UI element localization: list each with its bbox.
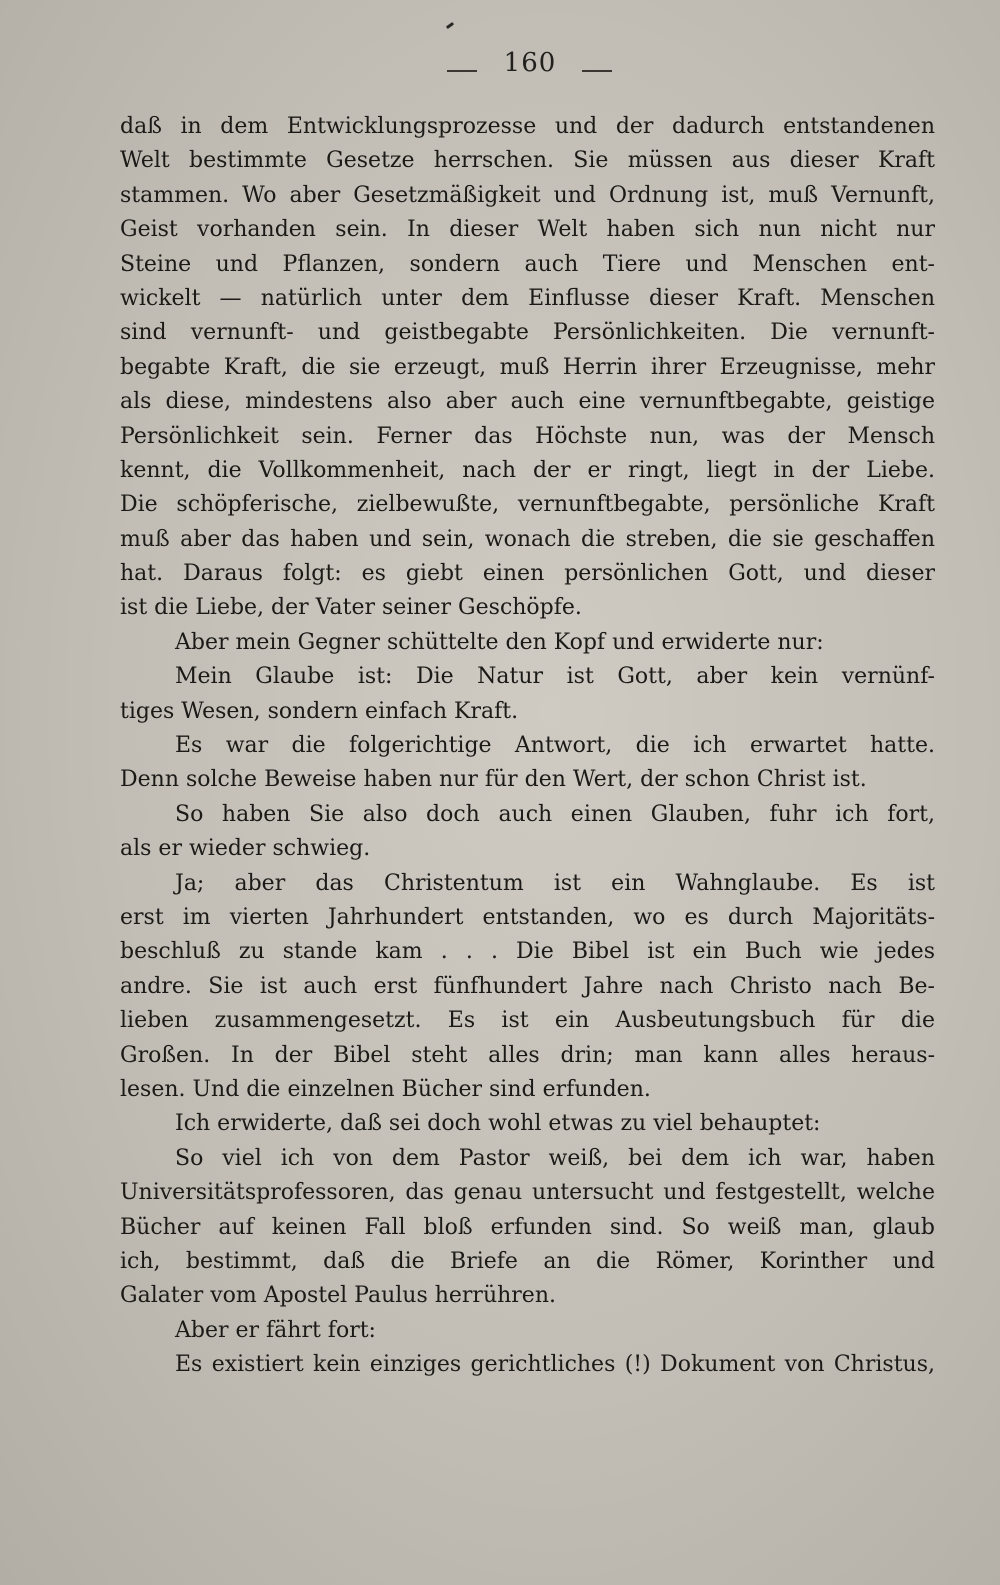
text-line: Universitätsprofessoren, das genau untersucht und festgestellt, welche (120, 1180, 935, 1206)
text-line: wickelt — natürlich unter dem Einflusse dieser Kraft. Menschen (120, 285, 935, 311)
text-line: als er wieder schwieg. (120, 836, 371, 862)
text-line: muß aber das haben und sein, wonach die streben, die sie geschaffen (120, 526, 935, 552)
text-line: Ja; aber das Christentum ist ein Wahnglaube. Es ist (175, 870, 935, 896)
text-line: daß in dem Entwicklungsprozesse und der dadurch entstandenen (120, 114, 935, 139)
text-line: Bücher auf keinen Fall bloß erfunden sind. So weiß man, glaub (120, 1214, 935, 1240)
text-line: Steine und Pflanzen, sondern auch Tiere und Menschen ent- (120, 251, 935, 277)
text-line: ist die Liebe, der Vater seiner Geschöpfe. (120, 595, 582, 621)
text-line: Mein Glaube ist: Die Natur ist Gott, aber kein vernünf- (175, 664, 935, 690)
text-line: erst im vierten Jahrhundert entstanden, wo es durch Majoritäts- (120, 904, 935, 930)
text-line: Es war die folgerichtige Antwort, die ich erwartet hatte. (175, 733, 935, 759)
text-line: Großen. In der Bibel steht alles drin; man kann alles heraus- (120, 1042, 935, 1068)
text-line: kennt, die Vollkommenheit, nach der er ringt, liegt in der Liebe. (120, 457, 935, 483)
text-line: lesen. Und die einzelnen Bücher sind erfunden. (120, 1076, 651, 1102)
text-line: tiges Wesen, sondern einfach Kraft. (120, 698, 519, 724)
header-dash-left (447, 70, 477, 72)
text-line: lieben zusammengesetzt. Es ist ein Ausbeutungsbuch für die (120, 1008, 935, 1034)
text-line: beschluß zu stande kam . . . Die Bibel ist ein Buch wie jedes (120, 939, 935, 965)
text-line: ich, bestimmt, daß die Briefe an die Römer, Korinther und (120, 1248, 935, 1274)
text-line: Galater vom Apostel Paulus herrühren. (120, 1283, 556, 1309)
text-line: Geist vorhanden sein. In dieser Welt haben sich nun nicht nur (120, 217, 935, 243)
text-line: So haben Sie also doch auch einen Glauben, fuhr ich fort, (175, 801, 935, 827)
text-line: Aber mein Gegner schüttelte den Kopf und erwiderte nur: (175, 629, 824, 655)
text-line: begabte Kraft, die sie erzeugt, muß Herrin ihrer Erzeugnisse, mehr (120, 354, 935, 380)
ink-speck (446, 22, 454, 29)
text-line: Es existiert kein einziges gerichtliches (!) Dokument von Christus, (175, 1352, 935, 1378)
text-line: Persönlichkeit sein. Ferner das Höchste nun, was der Mensch (120, 423, 935, 449)
text-line: Ich erwiderte, daß sei doch wohl etwas zu viel behauptet: (175, 1111, 821, 1137)
text-line: als diese, mindestens also aber auch eine vernunftbegabte, geistige (120, 389, 935, 415)
text-line: Denn solche Beweise haben nur für den Wert, der schon Christ ist. (120, 767, 867, 793)
text-line: Die schöpferische, zielbewußte, vernunftbegabte, persönliche Kraft (120, 492, 935, 518)
text-line: Aber er fährt fort: (175, 1317, 376, 1343)
text-line: hat. Daraus folgt: es giebt einen persönlichen Gott, und dieser (120, 561, 935, 587)
page-header (0, 48, 1000, 88)
text-line: Welt bestimmte Gesetze herrschen. Sie müssen aus dieser Kraft (120, 148, 935, 174)
body-text (120, 110, 935, 1382)
text-line: stammen. Wo aber Gesetzmäßigkeit und Ordnung ist, muß Vernunft, (120, 182, 935, 208)
text-line: sind vernunft- und geistbegabte Persönlichkeiten. Die vernunft- (120, 320, 935, 346)
header-dash-right (582, 70, 612, 72)
page-number: 160 (503, 48, 557, 78)
text-line: So viel ich von dem Pastor weiß, bei dem ich war, haben (175, 1145, 935, 1171)
text-line: andre. Sie ist auch erst fünfhundert Jahre nach Christo nach Be- (120, 973, 935, 999)
